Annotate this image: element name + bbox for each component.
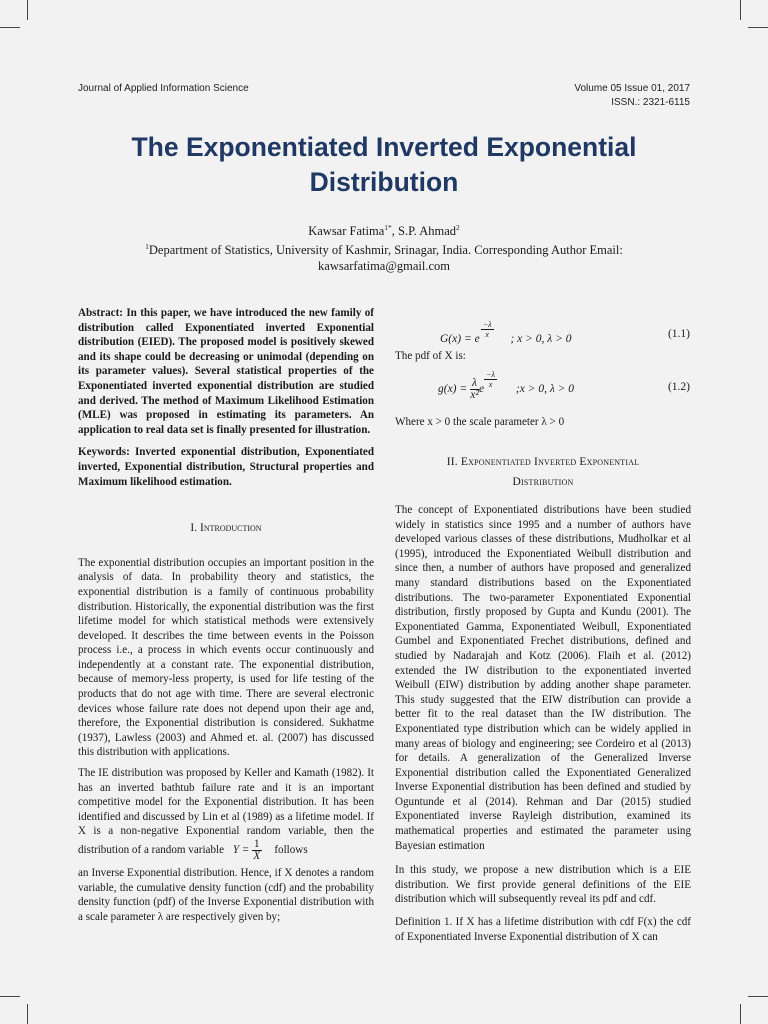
affiliation-sup: 1 <box>145 242 149 251</box>
crop-mark <box>0 996 20 997</box>
abstract: Abstract: In this paper, we have introduced the new family of distribution called Exponentiated inverted Exponential distribution (EIED). The proposed model is positively skewed and its shape could be decreasing or unimodal (depending on its parameter values). Several statistical properties of the Exponentiated inverted exponential distribution are studied and derived. The method of Maximum Likelihood Estimation (MLE) was proposed in estimating its parameters. An application to real data set is finally presented for illustration. <box>78 307 374 436</box>
volume-info: Volume 05 Issue 01, 2017 <box>574 83 690 94</box>
intro-paragraph-1: The exponential distribution occupies an important position in the analysis of data. In probability theory and statistics, the exponential distribution is a family of continuous probability distribution. Historically, the exponential distribution was the first lifetime model for which statistical methods were extensively developed. It describes the time between events in the Poisson process i.e., a process in which events occur continuously and independently at a constant rate. The exponential distribution, because of memory-less property, is used for life testing of the products that do not age with time. There are several electronic devices whose failure rate does not depend upon their age and, therefore, the Exponential distribution is considered. Sukhatme (1937), Lawless (2003) and Ahmed et. al. (2007) has discussed this distribution with applications. <box>78 556 374 759</box>
journal-name: Journal of Applied Information Science <box>78 83 249 94</box>
authors <box>60 220 708 239</box>
where-clause: Where x > 0 the scale parameter λ > 0 <box>395 416 565 428</box>
author-email: kawsarfatima@gmail.com <box>318 259 450 274</box>
equation-1-2-number: (1.2) <box>667 381 690 393</box>
crop-mark <box>748 27 768 28</box>
eie-paragraph-3: Definition 1. If X has a lifetime distribution with cdf F(x) the cdf of Exponentiated Inverse Exponential distribution of X can <box>395 916 691 943</box>
crop-mark <box>27 1004 28 1024</box>
crop-mark <box>27 0 28 20</box>
author-2-sup: 2 <box>456 223 460 232</box>
author-sep: , <box>391 224 398 239</box>
left-column <box>78 306 374 930</box>
eie-paragraph-1: The concept of Exponentiated distributions have been studied widely in statistics since 1995 and a number of authors have developed various classes of these distributions, Mudholkar et al (1995), introduced the Exponentiated Weibull distribution and since then, a number of authors have proposed and generalized many standard distributions based on the Exponentiated distributions. The two-parameter Exponentiated Exponential distribution, firstly proposed by Gupta and Kundu (2001). The Exponentiated Gamma, Exponentiated Weibull, Exponentiated Gumbel and Exponentiated Frechet distributions, defined and studied by Nadarajah and Kotz (2006). Flaih et al. (2012) extended the IW distribution to the exponentiated inverted Weibull (EIW) distribution by adding another shape parameter. This study suggested that the EIW distribution can provide a better fit to the real dataset than the IW distribution. The Exponentiated type distribution which can be widely applied in many areas of biology and engineering; see Cordeiro et al (2013) for details. A generalization of the Generalized Inverse Exponential distribution called the Exponentiated Generalized Inverse Exponential distribution has been defined and studied by Oguntunde et al (2014). Rehman and Dar (2015) studied Exponentiated inverse Rayleigh distribution, examined its mathematical properties and estimated the parameter using Bayesian estimation <box>395 504 691 852</box>
paper-title: The Exponentiated Inverted Exponential Distribution <box>131 132 637 197</box>
intro-paragraph-2 <box>78 766 374 862</box>
author-2: S.P. Ahmad <box>398 224 457 239</box>
follows-word: follows <box>274 844 308 857</box>
issn: ISSN.: 2321-6115 <box>611 97 690 108</box>
author-1: Kawsar Fatima <box>308 224 385 239</box>
equation-1-1: G(x) = e $\frac{-\lambda}{x}$ ; x > 0, λ > 0 <box>440 320 572 345</box>
affiliation-text: Department of Statistics, University of Kashmir, Srinagar, India. Corresponding Author Email: <box>148 243 623 258</box>
pdf-intro: The pdf of X is: <box>395 350 466 362</box>
intro-paragraph-2a: The IE distribution was proposed by Keller and Kamath (1982). It has an inverted bathtub failure rate and it is an important competitive model for the Exponential distribution. It has been identified and discussed by Lin et al (1989) as a lifetime model. If X is a non-negative Exponential random variable, then the distribution of a random variable <box>78 767 374 857</box>
section-heading-introduction: I. Introduction <box>190 522 262 535</box>
crop-mark <box>748 996 768 997</box>
equation-1-1-number: (1.1) <box>667 328 690 340</box>
affiliation <box>60 239 708 274</box>
section-heading-eie: II. Exponentiated Inverted Exponential Distribution <box>446 456 640 488</box>
intro-paragraph-2b: an Inverse Exponential distribution. Hence, if X denotes a random variable, the cumulative density function (cdf) and the probability density function (pdf) of the Inverse Exponential distribution with a scale parameter λ are respectively given by; <box>78 867 374 923</box>
author-1-sup: 1* <box>384 223 392 232</box>
crop-mark <box>740 1004 741 1024</box>
equation-1-2: g(x) = $\frac{\lambda}{\text{x²}}$ e $\frac{-\lambda}{x}$ ;x > 0, λ > 0 <box>438 370 575 401</box>
y-equals-inverse-x: Y = $\frac{1}{X}$ <box>232 838 261 862</box>
eie-paragraph-2: In this study, we propose a new distribution which is a EIE distribution. We first provide general definitions of the EIE distribution which will subsequently reveal its pdf and cdf. <box>395 864 691 906</box>
crop-mark <box>0 27 20 28</box>
right-column <box>395 503 691 950</box>
keywords: Keywords: Inverted exponential distribution, Exponentiated inverted, Exponential distribution, Structural properties and Maximum likelihood estimation. <box>78 446 374 488</box>
crop-mark <box>740 0 741 20</box>
